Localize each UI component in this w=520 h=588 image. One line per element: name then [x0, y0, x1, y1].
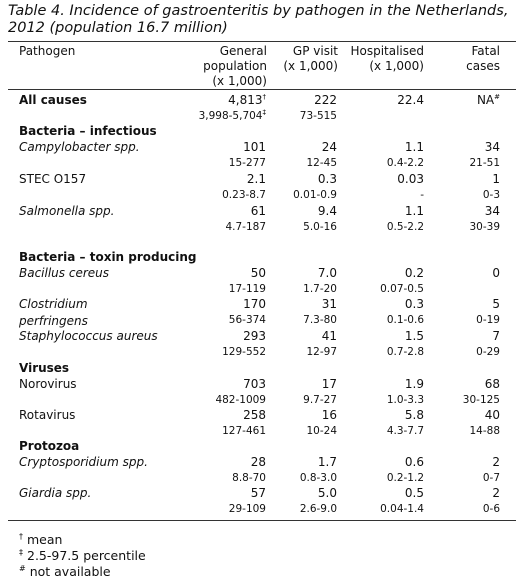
fatal-cases-cell	[477, 93, 500, 107]
pathogen-name: Norovirus	[19, 377, 77, 391]
cell-value: 34	[484, 204, 500, 218]
footnote-text: mean	[27, 532, 63, 547]
gp-visit-cell	[318, 486, 337, 500]
table-row	[0, 297, 520, 313]
hospitalised-cell	[420, 189, 424, 201]
hospitalised-cell	[387, 157, 424, 169]
cell-value: 10-24	[306, 425, 337, 437]
cell-value: 3,998-5,704	[198, 110, 263, 122]
cell-value: 4.7-187	[225, 221, 266, 233]
section-title: Viruses	[19, 361, 70, 375]
cell-value: 0-6	[482, 503, 500, 515]
table-row-range	[0, 189, 520, 205]
header-pathogen: Pathogen	[19, 44, 76, 58]
fatal-cases-cell	[492, 266, 500, 280]
cell-value: 61	[250, 204, 266, 218]
pathogen-name: Cryptosporidium spp.	[19, 455, 148, 469]
section-title: Bacteria – toxin producing	[19, 250, 197, 264]
hospitalised-cell	[405, 377, 424, 391]
cell-value: 222	[314, 93, 337, 107]
cell-value: 5.0	[317, 486, 337, 500]
hospitalised-cell	[405, 329, 424, 343]
cell-value: 7.3-80	[303, 314, 337, 326]
gp-visit-cell	[314, 93, 337, 107]
table-row	[0, 486, 520, 502]
pathogen-name: STEC O157	[19, 172, 87, 186]
header-gp-visit-line: GP visit	[292, 44, 338, 58]
cell-value: 2	[492, 486, 500, 500]
general-population-cell	[251, 455, 266, 469]
pathogen-name: Staphylococcus aureus	[19, 329, 158, 343]
header-gp-visit	[280, 44, 338, 74]
pathogen-name: Giardia spp.	[19, 486, 92, 500]
section-title: Protozoa	[19, 439, 80, 453]
cell-value: 31	[321, 297, 337, 311]
header-general-population	[185, 44, 267, 89]
cell-value: 1.5	[404, 329, 424, 343]
general-population-cell	[222, 346, 266, 358]
header-fatal-cases	[452, 44, 500, 74]
general-population-cell	[215, 394, 266, 406]
cell-value: 73-515	[299, 110, 337, 122]
table-row	[0, 377, 520, 393]
cell-value: 68	[484, 377, 500, 391]
cell-value: 1	[492, 172, 500, 186]
cell-value: 0.3	[317, 172, 337, 186]
cell-value: 0.07-0.5	[380, 283, 424, 295]
header-general-population-line: (x 1,000)	[212, 74, 267, 88]
footnote-mean	[19, 532, 62, 547]
cell-value: 1.7	[317, 455, 337, 469]
table-row	[0, 93, 520, 109]
footnote-mark: †	[19, 531, 23, 541]
cell-value: 9.7-27	[303, 394, 337, 406]
fatal-cases-cell	[492, 329, 500, 343]
cell-value: 127-461	[222, 425, 266, 437]
gp-visit-cell	[318, 172, 337, 186]
cell-value: 5.8	[404, 408, 424, 422]
table-title: Table 4. Incidence of gastroenteritis by pathogen in the Netherlands, 2012 (population 16.7 million)	[8, 3, 509, 36]
cell-value: 293	[243, 329, 266, 343]
general-population-cell	[225, 221, 266, 233]
cell-value: 4.3-7.7	[386, 425, 424, 437]
cell-value: 0-19	[476, 314, 500, 326]
general-population-cell	[229, 503, 266, 515]
cell-value: 16	[321, 408, 337, 422]
general-population-cell	[229, 314, 266, 326]
cell-value: 1.9	[404, 377, 424, 391]
pathogen-name: Campylobacter spp.	[19, 140, 140, 154]
cell-value: 2.6-9.0	[299, 503, 337, 515]
pathogen-name: All causes	[19, 93, 87, 107]
fatal-cases-cell	[483, 189, 500, 201]
cell-value: 0.6	[404, 455, 424, 469]
general-population-cell	[199, 110, 266, 122]
cell-value: 30-125	[462, 394, 500, 406]
cell-value: 1.1	[404, 204, 424, 218]
hospitalised-cell	[405, 455, 424, 469]
cell-value: 5.0-16	[303, 221, 337, 233]
table-row	[0, 329, 520, 345]
cell-value: 21-51	[469, 157, 500, 169]
pathogen-name: Salmonella spp.	[19, 204, 115, 218]
general-population-cell	[222, 189, 266, 201]
header-fatal-cases-line: cases	[466, 59, 500, 73]
table-row	[0, 140, 520, 156]
pathogen-name: Bacillus cereus	[19, 266, 110, 280]
cell-value: 9.4	[317, 204, 337, 218]
fatal-cases-cell	[492, 486, 500, 500]
cell-value: 0.03	[397, 172, 424, 186]
table-row-range	[0, 346, 520, 362]
cell-value: 129-552	[222, 346, 266, 358]
gp-visit-cell	[306, 346, 337, 358]
footnote-mark: †	[262, 93, 266, 101]
footnote-mark: #	[19, 563, 26, 573]
hospitalised-cell	[387, 221, 424, 233]
header-hospitalised-line: (x 1,000)	[369, 59, 424, 73]
gp-visit-cell	[300, 472, 337, 484]
cell-value: 24	[321, 140, 337, 154]
cell-value: NA	[476, 93, 495, 107]
fatal-cases-cell	[469, 157, 500, 169]
cell-value: 0.1-0.6	[386, 314, 424, 326]
cell-value: 17	[321, 377, 337, 391]
header-general-population-line: population	[203, 59, 267, 73]
pathogen-name: Rotavirus	[19, 408, 76, 422]
general-population-cell	[243, 329, 266, 343]
general-population-cell	[243, 297, 266, 311]
cell-value: 0.8-3.0	[299, 472, 337, 484]
cell-value: 22.4	[397, 93, 424, 107]
gp-visit-cell	[306, 157, 337, 169]
footnote-mark: ‡	[19, 547, 23, 557]
general-population-cell	[232, 472, 266, 484]
cell-value: 14-88	[469, 425, 500, 437]
hospitalised-cell	[397, 172, 424, 186]
header-general-population-line: General	[219, 44, 267, 58]
header-hospitalised-line: Hospitalised	[350, 44, 424, 58]
fatal-cases-cell	[485, 204, 500, 218]
cell-value: 101	[243, 140, 266, 154]
title-divider	[8, 41, 516, 42]
cell-value: 0.23-8.7	[222, 189, 266, 201]
general-population-cell	[251, 204, 266, 218]
gp-visit-cell	[322, 377, 337, 391]
hospitalised-cell	[387, 346, 424, 358]
table-row	[0, 172, 520, 188]
fatal-cases-cell	[469, 221, 500, 233]
footnote-mark: #	[494, 93, 500, 101]
header-fatal-cases-line: Fatal	[471, 44, 500, 58]
cell-value: 0-3	[482, 189, 500, 201]
fatal-cases-cell	[492, 172, 500, 186]
hospitalised-cell	[405, 408, 424, 422]
cell-value: 4,813	[228, 93, 263, 107]
table-row	[0, 266, 520, 282]
footnote-text: not available	[29, 564, 111, 579]
cell-value: 1.0-3.3	[386, 394, 424, 406]
footnote-text: 2.5-97.5 percentile	[27, 548, 146, 563]
pathogen-name: Clostridium	[19, 297, 88, 311]
general-population-cell	[243, 408, 266, 422]
table-row-range	[0, 503, 520, 519]
footnote-percentile	[19, 548, 146, 563]
hospitalised-cell	[405, 266, 424, 280]
cell-value: 1.1	[404, 140, 424, 154]
hospitalised-cell	[387, 394, 424, 406]
cell-value: 41	[321, 329, 337, 343]
cell-value: 0.3	[404, 297, 424, 311]
gp-visit-cell	[303, 221, 337, 233]
cell-value: 15-277	[228, 157, 266, 169]
cell-value: 0.5	[404, 486, 424, 500]
general-population-cell	[251, 266, 266, 280]
fatal-cases-cell	[469, 425, 500, 437]
gp-visit-cell	[322, 329, 337, 343]
fatal-cases-cell	[463, 394, 500, 406]
general-population-cell	[243, 140, 266, 154]
table-bottom-divider	[8, 520, 516, 521]
table-row	[0, 204, 520, 220]
cell-value: 1.7-20	[303, 283, 337, 295]
cell-value: 2.1	[246, 172, 266, 186]
hospitalised-cell	[387, 425, 424, 437]
gp-visit-cell	[303, 283, 337, 295]
cell-value: 12-45	[306, 157, 337, 169]
section-header-row	[0, 361, 520, 377]
cell-value: 0.4-2.2	[386, 157, 424, 169]
table-row-range	[0, 157, 520, 173]
footnote-not-available	[19, 564, 111, 579]
hospitalised-cell	[405, 297, 424, 311]
gp-visit-cell	[318, 455, 337, 469]
gp-visit-cell	[293, 189, 337, 201]
header-hospitalised	[344, 44, 424, 74]
cell-value: 7	[492, 329, 500, 343]
section-title: Bacteria – infectious	[19, 124, 157, 138]
hospitalised-cell	[387, 472, 424, 484]
gp-visit-cell	[300, 110, 337, 122]
general-population-cell	[228, 93, 266, 107]
fatal-cases-cell	[485, 140, 500, 154]
cell-value: 57	[250, 486, 266, 500]
gp-visit-cell	[322, 297, 337, 311]
fatal-cases-cell	[476, 346, 500, 358]
pathogen-name: perfringens	[19, 314, 88, 328]
section-header-row	[0, 439, 520, 455]
cell-value: 34	[484, 140, 500, 154]
cell-value: 40	[484, 408, 500, 422]
cell-value: 28	[250, 455, 266, 469]
cell-value: 0.2	[404, 266, 424, 280]
hospitalised-cell	[380, 283, 424, 295]
gp-visit-cell	[306, 425, 337, 437]
general-population-cell	[251, 486, 266, 500]
cell-value: 0-7	[482, 472, 500, 484]
hospitalised-cell	[405, 486, 424, 500]
table-row-range	[0, 314, 520, 330]
cell-value: -	[420, 189, 424, 201]
gp-visit-cell	[318, 266, 337, 280]
gp-visit-cell	[322, 140, 337, 154]
section-header-row	[0, 124, 520, 140]
gp-visit-cell	[322, 408, 337, 422]
footnote-mark: ‡	[262, 108, 266, 117]
cell-value: 7.0	[317, 266, 337, 280]
cell-value: 5	[492, 297, 500, 311]
cell-value: 17-119	[228, 283, 266, 295]
cell-value: 30-39	[469, 221, 500, 233]
cell-value: 50	[250, 266, 266, 280]
header-gp-visit-line: (x 1,000)	[283, 59, 338, 73]
table-row-range	[0, 221, 520, 237]
cell-value: 0.01-0.9	[293, 189, 337, 201]
fatal-cases-cell	[485, 377, 500, 391]
general-population-cell	[229, 157, 266, 169]
cell-value: 0.04-1.4	[380, 503, 424, 515]
fatal-cases-cell	[492, 455, 500, 469]
cell-value: 0	[492, 266, 500, 280]
cell-value: 258	[243, 408, 266, 422]
cell-value: 703	[243, 377, 266, 391]
cell-value: 0.5-2.2	[386, 221, 424, 233]
general-population-cell	[229, 283, 266, 295]
general-population-cell	[222, 425, 266, 437]
gp-visit-cell	[318, 204, 337, 218]
fatal-cases-cell	[492, 297, 500, 311]
hospitalised-cell	[405, 140, 424, 154]
gp-visit-cell	[300, 503, 337, 515]
hospitalised-cell	[380, 503, 424, 515]
section-header-row	[0, 250, 520, 266]
cell-value: 0.2-1.2	[386, 472, 424, 484]
cell-value: 0.7-2.8	[386, 346, 424, 358]
cell-value: 12-97	[306, 346, 337, 358]
cell-value: 0-29	[476, 346, 500, 358]
cell-value: 170	[243, 297, 266, 311]
general-population-cell	[243, 377, 266, 391]
cell-value: 2	[492, 455, 500, 469]
fatal-cases-cell	[483, 503, 500, 515]
gp-visit-cell	[303, 394, 337, 406]
cell-value: 29-109	[228, 503, 266, 515]
cell-value: 56-374	[228, 314, 266, 326]
hospitalised-cell	[405, 204, 424, 218]
hospitalised-cell	[387, 314, 424, 326]
fatal-cases-cell	[483, 472, 500, 484]
fatal-cases-cell	[485, 408, 500, 422]
general-population-cell	[247, 172, 266, 186]
fatal-cases-cell	[476, 314, 500, 326]
table-row	[0, 455, 520, 471]
gp-visit-cell	[303, 314, 337, 326]
header-divider	[8, 89, 516, 90]
cell-value: 482-1009	[215, 394, 266, 406]
cell-value: 8.8-70	[232, 472, 266, 484]
table-row	[0, 408, 520, 424]
hospitalised-cell	[397, 93, 424, 107]
